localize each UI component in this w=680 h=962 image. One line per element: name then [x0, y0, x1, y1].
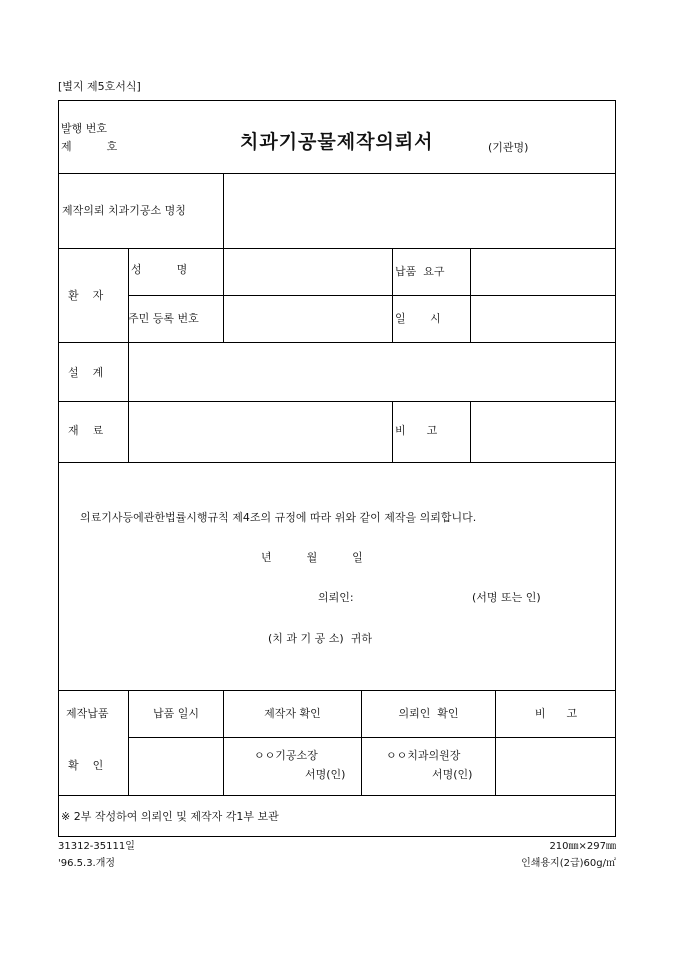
resident-number-field[interactable]: [224, 296, 391, 341]
resident-number-label: 주민 등록 번호: [128, 312, 199, 325]
form-number-tag: [별지 제5호서식]: [58, 80, 141, 93]
delivery-date-header: 납품 일시: [152, 707, 199, 720]
page-title: 치과기공물제작의뢰서: [240, 131, 434, 153]
delivery-request-label: 납품 요구: [395, 265, 445, 278]
maker-signature: 서명(인): [305, 768, 346, 781]
confirmation-label: 확 인: [68, 759, 104, 772]
remarks-field[interactable]: [471, 402, 615, 461]
request-statement: 의료기사등에관한법률시행규칙 제4조의 규정에 따라 위와 같이 제작을 의뢰합니다.: [80, 511, 477, 524]
material-field[interactable]: [129, 402, 391, 461]
patient-label: 환 자: [68, 289, 104, 302]
maker-confirm-header: 제작자 확인: [264, 707, 321, 720]
row-divider: [58, 795, 616, 796]
signature-label: (서명 또는 인): [472, 591, 541, 604]
design-label: 설 계: [68, 366, 104, 379]
name-label: 성 명: [131, 263, 188, 276]
delivery-date-field[interactable]: [129, 738, 222, 794]
remarks-label: 비 고: [395, 424, 438, 437]
remarks-header: 비 고: [534, 707, 578, 720]
col-divider: [361, 690, 362, 795]
issue-number-suffix: 제 호: [61, 140, 118, 153]
confirm-remarks-field[interactable]: [496, 738, 615, 794]
date-line: 년 월 일: [261, 551, 363, 564]
paper-size: 210㎜×297㎜: [549, 841, 616, 852]
patient-name-field[interactable]: [224, 249, 391, 294]
requester-label: 의뢰인:: [318, 591, 354, 604]
form-code: 31312-35111일: [58, 841, 135, 852]
material-label: 재 료: [68, 424, 104, 437]
col-divider: [392, 248, 393, 342]
requester-signature: 서명(인): [432, 768, 473, 781]
design-field[interactable]: [129, 343, 615, 400]
production-delivery-label: 제작납품: [66, 707, 109, 720]
row-divider: [58, 690, 616, 691]
organization-label: (기관명): [488, 141, 529, 154]
datetime-label: 일 시: [395, 312, 441, 325]
retention-note: ※ 2부 작성하여 의뢰인 및 제작자 각1부 보관: [61, 810, 279, 823]
col-divider: [223, 690, 224, 795]
revision-date: '96.5.3.개정: [58, 858, 116, 869]
row-divider: [58, 462, 616, 463]
paper-type: 인쇄용지(2급)60g/㎡: [521, 858, 616, 869]
requester-name: ㅇㅇ치과의원장: [386, 749, 461, 762]
col-divider: [392, 401, 393, 462]
datetime-field[interactable]: [471, 296, 615, 341]
requester-confirm-header: 의뢰인 확인: [398, 707, 459, 720]
lab-name-field[interactable]: [224, 174, 615, 247]
delivery-request-field[interactable]: [471, 249, 615, 294]
addressee: (치 과 기 공 소) 귀하: [268, 632, 372, 645]
issue-number-label: 발행 번호: [61, 122, 108, 135]
maker-name: ㅇㅇ기공소장: [254, 749, 318, 762]
lab-name-label: 제작의뢰 치과기공소 명칭: [62, 204, 186, 217]
